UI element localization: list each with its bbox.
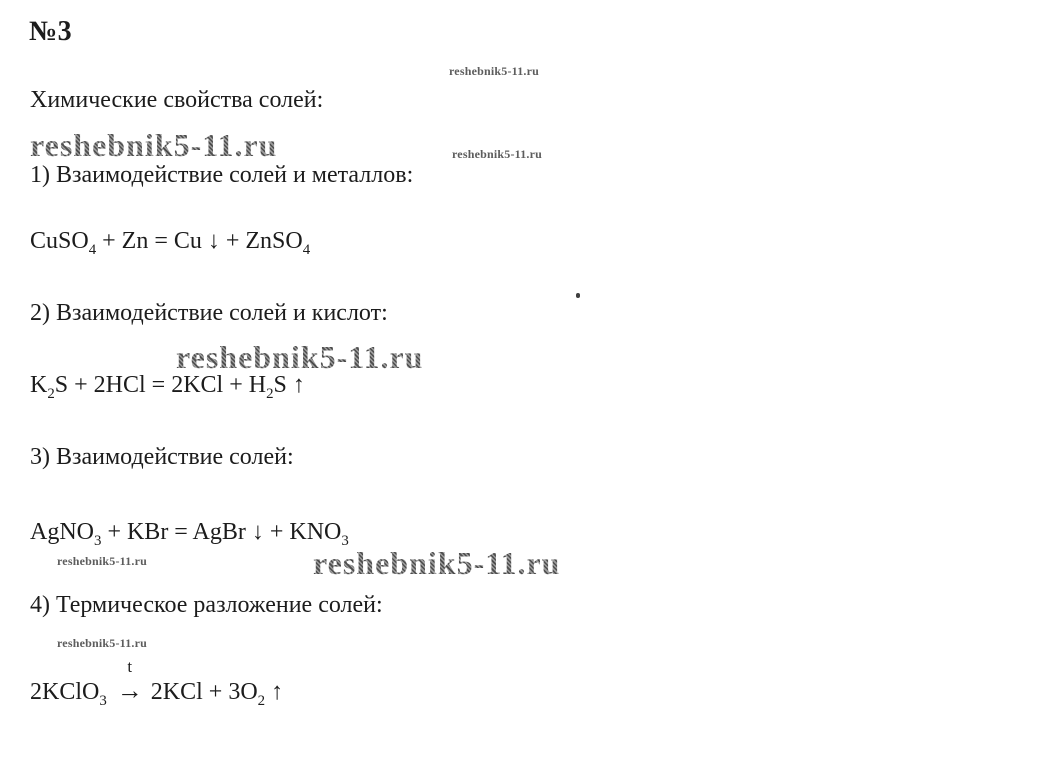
watermark-small-left-a: reshebnik5-11.ru <box>57 554 147 568</box>
watermark-large-1: reshebnik5-11.ru <box>30 127 278 163</box>
problem-number: №3 <box>29 16 73 47</box>
watermark-small-left-b: reshebnik5-11.ru <box>57 636 147 650</box>
arrow-condition-label: t <box>127 657 133 676</box>
equation-4 <box>30 657 284 709</box>
stray-ink-mark <box>576 293 580 298</box>
watermark-large-2: reshebnik5-11.ru <box>176 339 424 375</box>
section-heading-2: 2) Взаимодействие солей и кислот: <box>30 300 388 326</box>
watermark-small-top: reshebnik5-11.ru <box>449 64 539 78</box>
section-heading-4: 4) Термическое разложение солей: <box>30 592 383 618</box>
section-heading-3: 3) Взаимодействие солей: <box>30 444 294 470</box>
watermark-large-3: reshebnik5-11.ru <box>313 545 561 581</box>
reaction-arrow-stack <box>116 657 143 707</box>
watermark-small-mid: reshebnik5-11.ru <box>452 147 542 161</box>
equation-1: CuSO$_4$ + Zn = Cu ↓ + ZnSO$_4$ <box>30 228 311 258</box>
page-title: Химические свойства солей: <box>30 87 324 113</box>
equation-3: AgNO$_3$ + KBr = AgBr ↓ + $KNO_3$ <box>30 519 349 549</box>
equation-4-left: 2KClO$_3$ <box>30 679 107 709</box>
equation-2: $K_2S + 2HCl = 2KCl + H_2S$ ↑ <box>30 372 305 402</box>
section-heading-1: 1) Взаимодействие солей и металлов: <box>30 162 414 188</box>
reaction-arrow-icon: → <box>116 676 143 705</box>
equation-4-right: $2KCl + 3O_2$ ↑ <box>150 679 284 709</box>
